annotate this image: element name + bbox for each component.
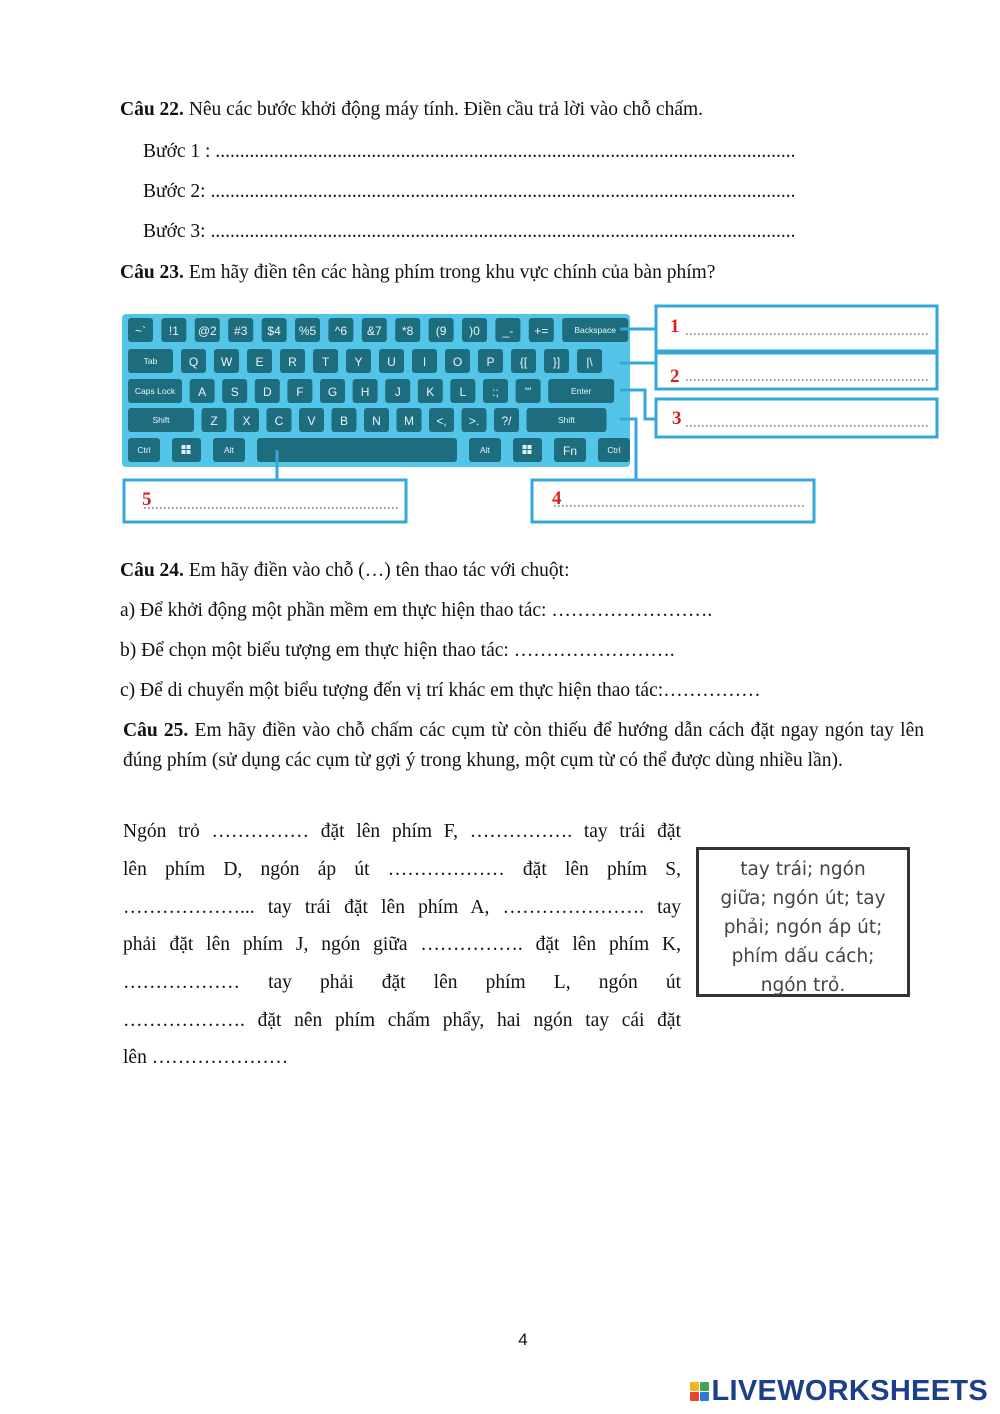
q25-line-6[interactable]: ………………. đặt nên phím chấm phẩy, hai ngón tay cái đặt <box>123 1010 681 1031</box>
key-label: J <box>394 385 401 399</box>
key-label: Shift <box>152 415 170 425</box>
key-label: S <box>230 385 239 399</box>
hint-line: ngón trỏ. <box>760 975 846 996</box>
hint-line: phím dấu cách; <box>731 946 875 967</box>
q25-label: Câu 25. <box>123 720 189 741</box>
brand-name: LIVEWORKSHEETS <box>711 1375 988 1407</box>
q25-line-5[interactable]: ……………… tay phải đặt lên phím L, ngón út <box>123 972 681 993</box>
key-label: D <box>262 385 272 399</box>
key-label: ~` <box>134 324 147 338</box>
callout-number-2: 2 <box>670 366 680 387</box>
key-label: {[ <box>519 355 528 369</box>
key-label: Q <box>188 355 199 369</box>
key-label: M <box>404 414 414 428</box>
liveworksheets-brand[interactable] <box>690 1375 989 1408</box>
q22-label: Câu 22. <box>120 99 184 120</box>
key-label: Alt <box>480 445 490 455</box>
key-label: O <box>452 355 463 369</box>
callout-box-1[interactable] <box>656 306 937 351</box>
key-label: Tab <box>143 356 158 366</box>
key-label: #3 <box>234 324 248 338</box>
key-label: _- <box>502 324 514 338</box>
q24-item-c[interactable]: c) Để di chuyển một biểu tượng đến vị trí khác em thực hiện thao tác:…………… <box>120 680 761 701</box>
hint-line: phải; ngón áp út; <box>723 917 883 938</box>
key <box>257 438 457 462</box>
page-number: 4 <box>518 1330 528 1349</box>
q23-label: Câu 23. <box>120 262 184 283</box>
key-label: T <box>321 355 330 369</box>
key-label: Y <box>354 355 363 369</box>
q24-heading <box>120 560 570 582</box>
q22-text: Nêu các bước khởi động máy tính. Điền cầu trả lời vào chỗ chấm. <box>183 99 704 120</box>
key-label: += <box>534 324 549 338</box>
q25-line-2[interactable]: lên phím D, ngón áp út ……………… đặt lên phím S, <box>123 859 681 880</box>
callout-number-5: 5 <box>142 489 152 510</box>
key-label: L <box>459 385 467 399</box>
liveworksheets-logo-icon <box>690 1382 709 1401</box>
key-label: "' <box>524 385 532 399</box>
key-label: Z <box>210 414 218 428</box>
q22-step-3[interactable]: Bước 3: ........................................................................................................................ <box>143 221 796 242</box>
callout-box-2[interactable] <box>656 353 937 389</box>
key-label: U <box>387 355 396 369</box>
key-label: }] <box>552 355 561 369</box>
q25-line-3[interactable]: ………………... tay trái đặt lên phím A, …………………. tay <box>123 897 681 918</box>
q23-heading <box>120 262 715 284</box>
q25-instructions <box>123 716 924 776</box>
key-label: ^6 <box>334 324 348 338</box>
callout-box-4[interactable] <box>532 480 814 522</box>
key-label: <, <box>436 414 447 428</box>
key-label: Fn <box>562 444 578 458</box>
callout-number-1: 1 <box>670 316 680 337</box>
key-label: V <box>307 414 316 428</box>
key-label: )0 <box>469 324 480 338</box>
key-label: $4 <box>267 324 281 338</box>
key-label: W <box>220 355 233 369</box>
key-label: K <box>426 385 435 399</box>
key-label: Ctrl <box>137 445 151 455</box>
key-label: Ctrl <box>607 445 621 455</box>
key-label: N <box>372 414 381 428</box>
key-label: I <box>422 355 427 369</box>
q25-hint-box <box>696 847 910 997</box>
q24-label: Câu 24. <box>120 560 184 581</box>
q25-line-1[interactable]: Ngón trỏ …………… đặt lên phím F, ……………. tay trái đặt <box>123 821 681 842</box>
key-label: P <box>486 355 495 369</box>
callout-number-3: 3 <box>672 408 682 429</box>
callout-number-4: 4 <box>552 488 562 509</box>
key-label: B <box>339 414 349 428</box>
key-label: Backspace <box>574 325 616 335</box>
key-label: E <box>255 355 264 369</box>
key-label: *8 <box>402 324 414 338</box>
key-label: C <box>274 414 284 428</box>
key-label: Shift <box>557 415 576 425</box>
q25-line-7[interactable]: lên ………………… <box>123 1047 289 1068</box>
q24-text: Em hãy điền vào chỗ (…) tên thao tác với chuột: <box>183 560 570 581</box>
key-label: (9 <box>435 324 447 338</box>
q22-step-2[interactable]: Bước 2: ........................................................................................................................ <box>143 181 796 202</box>
callout-box-3[interactable] <box>656 399 937 437</box>
key-label: Enter <box>571 386 592 396</box>
keyboard-diagram <box>120 300 945 530</box>
hint-line: giữa; ngón út; tay <box>720 888 886 909</box>
key-label: X <box>242 414 251 428</box>
q25-line-4[interactable]: phải đặt lên phím J, ngón giữa ……………. đặt lên phím K, <box>123 934 681 955</box>
q25-text: Em hãy điền vào chỗ chấm các cụm từ còn thiếu để hướng dẫn cách đặt ngay ngón tay lên đúng phím (sử dụng các cụm từ gợi ý trong khung, một cụm từ có thể được dùng nhiều lần). <box>123 720 925 771</box>
key-label: F <box>296 385 304 399</box>
key-label: G <box>327 385 338 399</box>
key-label: R <box>288 355 297 369</box>
key-label: :; <box>492 385 499 399</box>
q22-step-1[interactable]: Bước 1 : ....................................................................................................................... <box>143 141 796 162</box>
q24-item-b[interactable]: b) Để chọn một biểu tượng em thực hiện thao tác: ……………………. <box>120 640 675 661</box>
callout-box-5[interactable] <box>124 480 406 522</box>
key-label: A <box>198 385 207 399</box>
key-label: Alt <box>224 445 234 455</box>
hint-line: tay trái; ngón <box>740 859 866 880</box>
key-label: >. <box>468 414 480 428</box>
key-label: %5 <box>298 324 317 338</box>
key-label: Caps Lock <box>134 386 176 396</box>
key-label: &7 <box>366 324 382 338</box>
q24-item-a[interactable]: a) Để khởi động một phần mềm em thực hiện thao tác: ……………………. <box>120 600 713 621</box>
q22-heading <box>120 99 703 121</box>
key-label: !1 <box>168 324 179 338</box>
q23-text: Em hãy điền tên các hàng phím trong khu vực chính của bàn phím? <box>183 262 716 283</box>
key-label: H <box>360 385 370 399</box>
key-label: |\ <box>586 355 593 369</box>
key-label: @2 <box>197 324 217 338</box>
key-label: ?/ <box>501 414 512 428</box>
